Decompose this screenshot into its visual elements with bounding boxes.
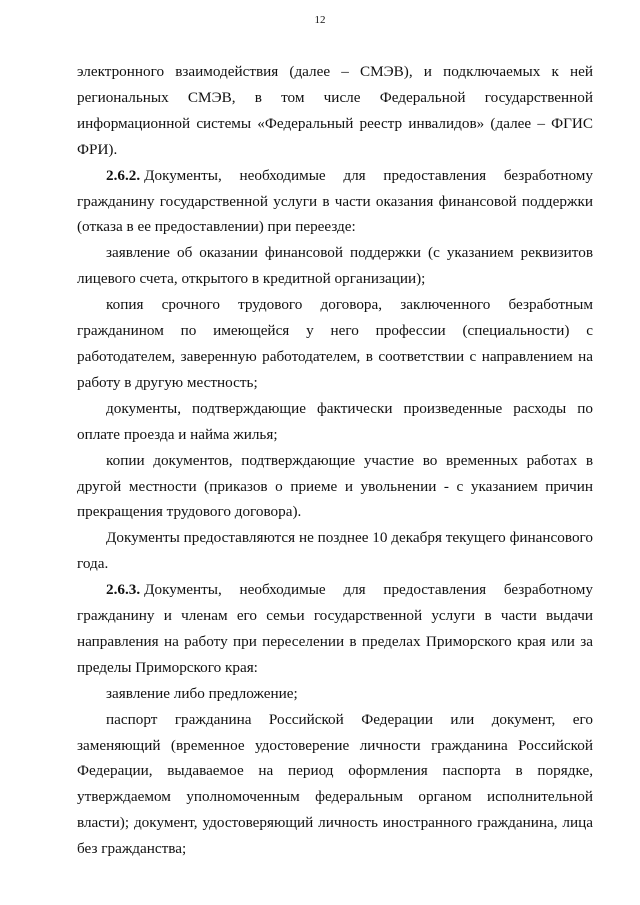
paragraph-continuation bbox=[77, 59, 593, 163]
section-heading-text: Документы, необходимые для предоставления безработному гражданину и членам его семьи государственной услуги в части выдачи направления на работу при переселении в пределах Приморского края или за пределы Приморского края: bbox=[77, 581, 593, 676]
section-2-6-3 bbox=[77, 577, 593, 681]
list-item bbox=[77, 292, 593, 396]
list-item bbox=[77, 681, 593, 707]
paragraph-text: заявление либо предложение; bbox=[106, 684, 298, 702]
deadline-note bbox=[77, 525, 593, 577]
paragraph-text: заявление об оказании финансовой поддержки (с указанием реквизитов лицевого счета, открытого в кредитной организации); bbox=[77, 244, 593, 288]
list-item bbox=[77, 240, 593, 292]
paragraph-text: документы, подтверждающие фактически произведенные расходы по оплате проезда и найма жилья; bbox=[77, 399, 593, 443]
page-number: 12 bbox=[314, 14, 326, 26]
section-heading-text: Документы, необходимые для предоставления безработному гражданину государственной услуги в части оказания финансовой поддержки (отказа в ее предоставлении) при переезде: bbox=[77, 166, 593, 236]
section-2-6-2 bbox=[77, 163, 593, 241]
list-item bbox=[77, 396, 593, 448]
section-number: 2.6.3. bbox=[106, 581, 141, 599]
paragraph-text: паспорт гражданина Российской Федерации или документ, его заменяющий (временное удостоверение личности гражданина Российской Федерации, выдаваемое на период оформления паспорта в порядке, утверждаемом уполномоченным федеральным органом исполнительной власти); документ, удостоверяющий личность иностранного гражданина, лица без гражданства; bbox=[77, 710, 593, 858]
document-body bbox=[77, 59, 593, 862]
list-item bbox=[77, 448, 593, 526]
paragraph-text: Документы предоставляются не позднее 10 декабря текущего финансового года. bbox=[77, 529, 593, 573]
section-number: 2.6.2. bbox=[106, 166, 141, 184]
paragraph-text: электронного взаимодействия (далее – СМЭВ), и подключаемых к ней региональных СМЭВ, в том числе Федеральной государственной информационной системы «Федеральный реестр инвалидов» (далее – ФГИС ФРИ). bbox=[77, 63, 593, 158]
list-item bbox=[77, 707, 593, 862]
paragraph-text: копия срочного трудового договора, заключенного безработным гражданином по имеющейся у него профессии (специальности) с работодателем, заверенную работодателем, в соответствии с направлением на работу в другую местность; bbox=[77, 296, 593, 391]
paragraph-text: копии документов, подтверждающие участие во временных работах в другой местности (приказов о приеме и увольнении - с указанием причин прекращения трудового договора). bbox=[77, 451, 593, 521]
